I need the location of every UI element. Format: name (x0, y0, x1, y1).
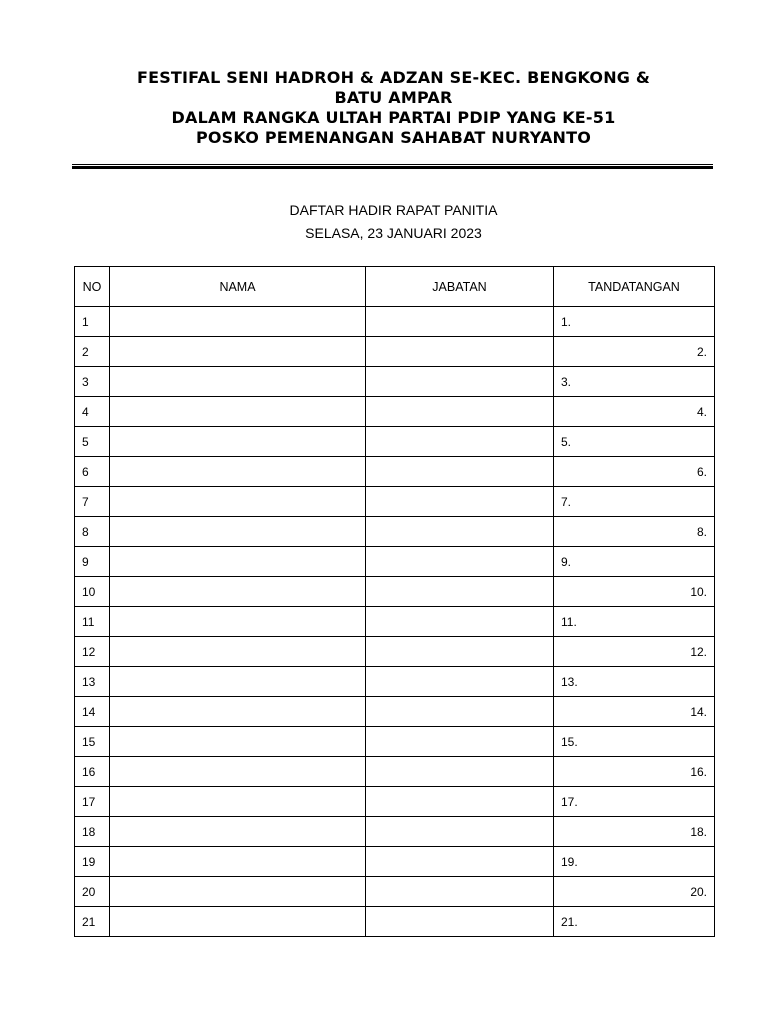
row-number-cell: 5 (75, 427, 110, 457)
position-cell[interactable] (366, 697, 554, 727)
signature-cell[interactable]: 14. (554, 697, 715, 727)
table-row (75, 367, 715, 397)
position-cell[interactable] (366, 877, 554, 907)
row-number-cell: 21 (75, 907, 110, 937)
position-cell[interactable] (366, 907, 554, 937)
name-cell[interactable] (110, 607, 366, 637)
row-number-cell: 13 (75, 667, 110, 697)
position-cell[interactable] (366, 817, 554, 847)
row-number-cell: 15 (75, 727, 110, 757)
header-divider-thin (72, 164, 713, 165)
heading-line: FESTIFAL SENI HADROH & ADZAN SE-KEC. BENGKONG & (136, 68, 651, 87)
name-cell[interactable] (110, 757, 366, 787)
position-cell[interactable] (366, 577, 554, 607)
table-row (75, 427, 715, 457)
signature-cell[interactable]: 4. (554, 397, 715, 427)
position-cell[interactable] (366, 517, 554, 547)
column-header-jabatan: JABATAN (366, 267, 554, 307)
heading-line: DALAM RANGKA ULTAH PARTAI PDIP YANG KE-51 (171, 108, 616, 127)
position-cell[interactable] (366, 457, 554, 487)
name-cell[interactable] (110, 847, 366, 877)
row-number-cell: 19 (75, 847, 110, 877)
name-cell[interactable] (110, 307, 366, 337)
row-number-cell: 8 (75, 517, 110, 547)
column-header-tandatangan: TANDATANGAN (554, 267, 715, 307)
signature-cell[interactable]: 9. (554, 547, 715, 577)
table-row (75, 847, 715, 877)
position-cell[interactable] (366, 637, 554, 667)
signature-cell[interactable]: 10. (554, 577, 715, 607)
name-cell[interactable] (110, 727, 366, 757)
name-cell[interactable] (110, 517, 366, 547)
heading-line: POSKO PEMENANGAN SAHABAT NURYANTO (195, 128, 592, 147)
signature-cell[interactable]: 17. (554, 787, 715, 817)
column-header-nama: NAMA (110, 267, 366, 307)
row-number-cell: 3 (75, 367, 110, 397)
document-title: DAFTAR HADIR RAPAT PANITIA (289, 202, 498, 218)
row-number-cell: 7 (75, 487, 110, 517)
position-cell[interactable] (366, 307, 554, 337)
header-divider-thick (72, 166, 713, 169)
name-cell[interactable] (110, 547, 366, 577)
table-row (75, 487, 715, 517)
table-row (75, 337, 715, 367)
signature-cell[interactable]: 1. (554, 307, 715, 337)
row-number-cell: 10 (75, 577, 110, 607)
document-heading (74, 68, 713, 148)
signature-cell[interactable]: 15. (554, 727, 715, 757)
row-number-cell: 4 (75, 397, 110, 427)
signature-cell[interactable]: 7. (554, 487, 715, 517)
signature-cell[interactable]: 20. (554, 877, 715, 907)
signature-cell[interactable]: 13. (554, 667, 715, 697)
row-number-cell: 6 (75, 457, 110, 487)
position-cell[interactable] (366, 607, 554, 637)
name-cell[interactable] (110, 397, 366, 427)
name-cell[interactable] (110, 787, 366, 817)
table-row (75, 877, 715, 907)
table-row (75, 817, 715, 847)
row-number-cell: 9 (75, 547, 110, 577)
attendance-table (74, 266, 715, 937)
signature-cell[interactable]: 19. (554, 847, 715, 877)
position-cell[interactable] (366, 397, 554, 427)
signature-cell[interactable]: 8. (554, 517, 715, 547)
table-body (75, 307, 715, 937)
signature-cell[interactable]: 21. (554, 907, 715, 937)
position-cell[interactable] (366, 727, 554, 757)
table-row (75, 457, 715, 487)
position-cell[interactable] (366, 367, 554, 397)
table-row (75, 907, 715, 937)
name-cell[interactable] (110, 877, 366, 907)
signature-cell[interactable]: 2. (554, 337, 715, 367)
table-row (75, 727, 715, 757)
position-cell[interactable] (366, 487, 554, 517)
row-number-cell: 16 (75, 757, 110, 787)
signature-cell[interactable]: 5. (554, 427, 715, 457)
table-row (75, 637, 715, 667)
row-number-cell: 1 (75, 307, 110, 337)
document-date: SELASA, 23 JANUARI 2023 (305, 225, 482, 241)
table-row (75, 307, 715, 337)
name-cell[interactable] (110, 337, 366, 367)
column-header-no: NO (75, 267, 110, 307)
row-number-cell: 14 (75, 697, 110, 727)
position-cell[interactable] (366, 847, 554, 877)
name-cell[interactable] (110, 667, 366, 697)
table-row (75, 607, 715, 637)
signature-cell[interactable]: 12. (554, 637, 715, 667)
signature-cell[interactable]: 18. (554, 817, 715, 847)
name-cell[interactable] (110, 487, 366, 517)
row-number-cell: 12 (75, 637, 110, 667)
position-cell[interactable] (366, 547, 554, 577)
table-row (75, 577, 715, 607)
table-row (75, 757, 715, 787)
table-row (75, 697, 715, 727)
name-cell[interactable] (110, 817, 366, 847)
row-number-cell: 20 (75, 877, 110, 907)
name-cell[interactable] (110, 427, 366, 457)
row-number-cell: 18 (75, 817, 110, 847)
name-cell[interactable] (110, 637, 366, 667)
position-cell[interactable] (366, 427, 554, 457)
table-row (75, 667, 715, 697)
heading-line: BATU AMPAR (334, 88, 453, 107)
name-cell[interactable] (110, 907, 366, 937)
row-number-cell: 2 (75, 337, 110, 367)
name-cell[interactable] (110, 697, 366, 727)
name-cell[interactable] (110, 367, 366, 397)
table-row (75, 787, 715, 817)
table-row (75, 397, 715, 427)
signature-cell[interactable]: 11. (554, 607, 715, 637)
position-cell[interactable] (366, 667, 554, 697)
position-cell[interactable] (366, 337, 554, 367)
table-header-row (75, 267, 715, 307)
signature-cell[interactable]: 16. (554, 757, 715, 787)
row-number-cell: 11 (75, 607, 110, 637)
signature-cell[interactable]: 6. (554, 457, 715, 487)
row-number-cell: 17 (75, 787, 110, 817)
table-row (75, 517, 715, 547)
position-cell[interactable] (366, 787, 554, 817)
position-cell[interactable] (366, 757, 554, 787)
name-cell[interactable] (110, 577, 366, 607)
table-row (75, 547, 715, 577)
name-cell[interactable] (110, 457, 366, 487)
signature-cell[interactable]: 3. (554, 367, 715, 397)
